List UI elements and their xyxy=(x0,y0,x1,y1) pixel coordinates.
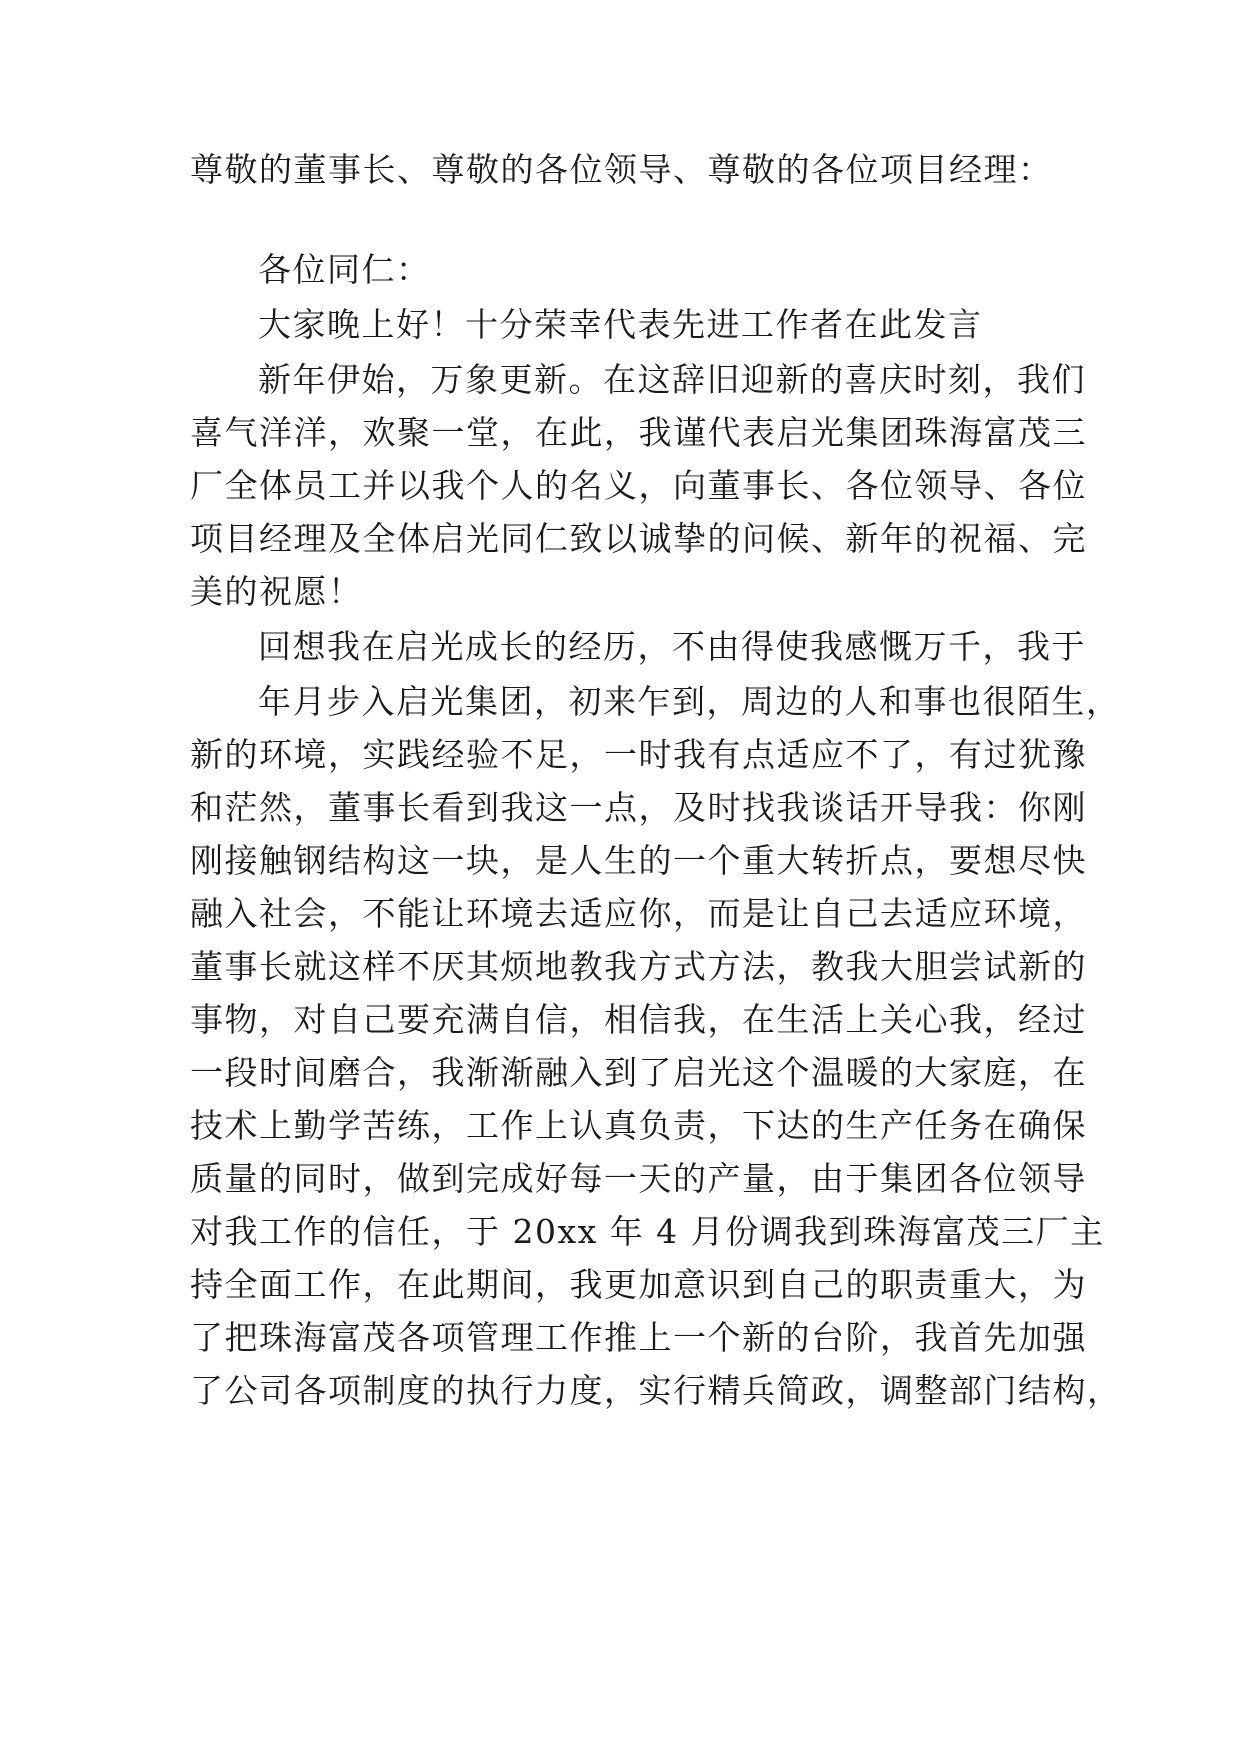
text-line: 新年伊始，万象更新。在这辞旧迎新的喜庆时刻，我们 xyxy=(258,360,1086,399)
text-line: 美的祝愿！ xyxy=(190,572,363,611)
text-line: 和茫然，董事长看到我这一点，及时找我谈话开导我：你刚 xyxy=(190,788,1087,827)
greeting-line: 大家晚上好！十分荣幸代表先进工作者在此发言 xyxy=(258,305,983,344)
text-line: 了公司各项制度的执行力度，实行精兵简政，调整部门结构， xyxy=(190,1371,1122,1410)
text-line: 质量的同时，做到完成好每一天的产量，由于集团各位领导 xyxy=(190,1159,1087,1198)
text-line: 厂全体员工并以我个人的名义，向董事长、各位领导、各位 xyxy=(190,466,1087,505)
text-line: 一段时间磨合，我渐渐融入到了启光这个温暖的大家庭，在 xyxy=(190,1053,1087,1092)
text-line: 年月步入启光集团，初来乍到，周边的人和事也很陌生， xyxy=(258,682,1121,721)
text-line: 刚接触钢结构这一块，是人生的一个重大转折点，要想尽快 xyxy=(190,841,1087,880)
text-line: 技术上勤学苦练，工作上认真负责，下达的生产任务在确保 xyxy=(190,1106,1087,1145)
text-line: 董事长就这样不厌其烦地教我方式方法，教我大胆尝试新的 xyxy=(190,947,1087,986)
text-line: 喜气洋洋，欢聚一堂，在此，我谨代表启光集团珠海富茂三 xyxy=(190,413,1087,452)
colleagues-line: 各位同仁： xyxy=(258,250,431,289)
text-line: 了把珠海富茂各项管理工作推上一个新的台阶，我首先加强 xyxy=(190,1318,1087,1357)
salutation-line: 尊敬的董事长、尊敬的各位领导、尊敬的各位项目经理： xyxy=(190,150,1053,189)
text-line: 新的环境，实践经验不足，一时我有点适应不了，有过犹豫 xyxy=(190,735,1087,774)
text-line: 融入社会，不能让环境去适应你，而是让自己去适应环境， xyxy=(190,894,1087,933)
text-line: 回想我在启光成长的经历，不由得使我感慨万千，我于 xyxy=(258,627,1086,666)
text-line: 项目经理及全体启光同仁致以诚挚的问候、新年的祝福、完 xyxy=(190,519,1087,558)
text-line: 事物，对自己要充满自信，相信我，在生活上关心我，经过 xyxy=(190,1000,1087,1039)
text-line: 对我工作的信任，于 20xx 年 4 月份调我到珠海富茂三厂主 xyxy=(190,1212,1105,1251)
text-line: 持全面工作，在此期间，我更加意识到自己的职责重大，为 xyxy=(190,1265,1087,1304)
